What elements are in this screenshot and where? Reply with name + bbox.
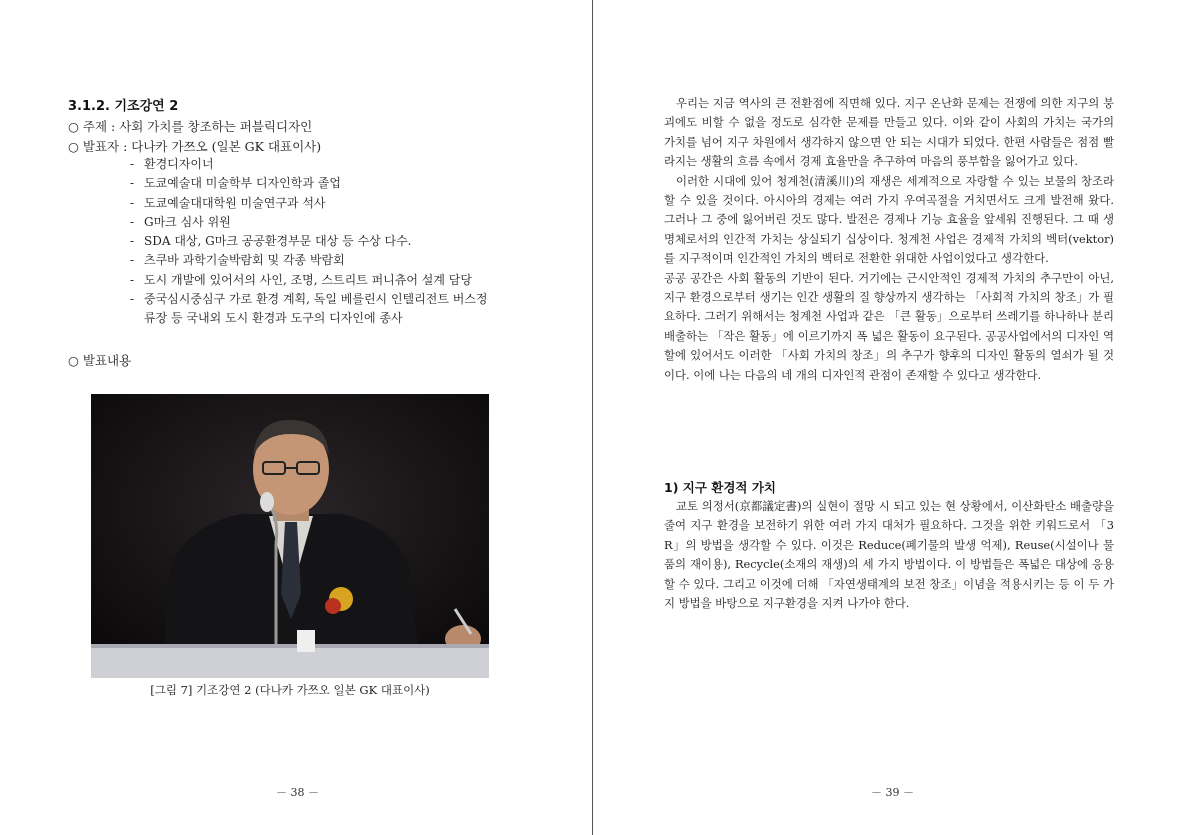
profile-item: - G마크 심사 위원 bbox=[130, 214, 231, 229]
body-text-block bbox=[664, 497, 1114, 613]
profile-item: - 중국심시중심구 가로 환경 계획, 독일 베를린시 인텔리전트 버스정 류장 등 국내외 도시 환경과 도구의 디자인에 종사 bbox=[130, 290, 530, 329]
profile-item: - 도시 개발에 있어서의 사인, 조명, 스트리트 퍼니츄어 설계 담당 bbox=[130, 272, 472, 287]
profile-item: - 츠쿠바 과학기술박람회 및 각종 박람회 bbox=[130, 253, 345, 268]
page-number: － 38 － bbox=[276, 786, 319, 799]
body-text-block bbox=[664, 94, 1114, 385]
profile-item: - 도쿄예술대대학원 미술연구과 석사 bbox=[130, 195, 326, 210]
profile-item: - 환경디자이너 bbox=[130, 157, 214, 171]
subheading: 1) 지구 환경적 가치 bbox=[664, 480, 776, 495]
topic-line: ○ 주제 : 사회 가치를 창조하는 퍼블릭디자인 bbox=[68, 119, 313, 134]
paragraph: 이러한 시대에 있어 청계천(清溪川)의 재생은 세계적으로 자랑할 수 있는 보물의 창조라 할 수 있을 것이다. 아시아의 경제는 여러 가지 우여곡절을 거치면서도 크게 발전해 왔다. 그러나 그 중에 잃어버린 것도 많다. 발전은 경제나 기능 효율을 앞세워 진행된다. 그 때 생명체로서의 인간적 가치는 상실되기 십상이다. 청계천 사업은 경제적 가치의 벡터(vektor)를 지구적이며 인간적인 가치의 벡터로 전환한 위대한 사업이었다고 생각한다. bbox=[664, 173, 1114, 266]
figure-caption: [그림 7] 기조강연 2 (다나카 가쯔오 일본 GK 대표이사) bbox=[150, 683, 430, 697]
speaker-photo-illustration bbox=[91, 394, 489, 678]
presenter-line: ○ 발표자 : 다나카 가쯔오 (일본 GK 대표이사) bbox=[68, 139, 322, 154]
right-page bbox=[593, 0, 1183, 835]
profile-item: - SDA 대상, G마크 공공환경부문 대상 등 수상 다수. bbox=[130, 234, 412, 249]
presentation-label: ○ 발표내용 bbox=[68, 353, 132, 368]
presenter-profile-list bbox=[130, 155, 530, 329]
profile-item-continuation: 류장 등 국내외 도시 환경과 도구의 디자인에 종사 bbox=[144, 311, 403, 326]
paragraph: 공공 공간은 사회 활동의 기반이 된다. 거기에는 근시안적인 경제적 가치의 추구만이 아닌, 지구 환경으로부터 생기는 인간 생활의 질 향상까지 생각하는 「사회적 가치의 창조」가 필요하다. 그러기 위해서는 청계천 사업과 같은 「큰 활동」으로부터 쓰레기를 하나하나 분리 배출하는 「작은 활동」에 이르기까지 폭 넓은 활동이 요구된다. 공공사업에서의 디자인 역할에 있어서도 이러한 「사회 가치의 창조」의 추구가 향후의 디자인 활동의 열쇠가 될 것이다. 이에 나는 다음의 네 개의 디자인적 관점이 존재할 수 있다고 생각한다. bbox=[664, 270, 1114, 382]
page-number: － 39 － bbox=[871, 786, 914, 799]
section-title: 3.1.2. 기조강연 2 bbox=[68, 99, 179, 114]
paragraph: 우리는 지금 역사의 큰 전환점에 직면해 있다. 지구 온난화 문제는 전쟁에 의한 지구의 붕괴에도 비할 수 없을 정도로 심각한 문제를 만들고 있다. 이와 같이 사회의 가치는 국가의 가치를 넘어 지구 차원에서 생각하지 않으면 안 되는 시대가 되었다. 한편 사람들은 점점 빨라지는 생활의 흐름 속에서 경제 효율만을 추구하여 마음의 풍부함을 잃어가고 있다. bbox=[664, 96, 1114, 169]
speaker-photo bbox=[91, 394, 489, 678]
paragraph: 교토 의정서(京都議定書)의 실현이 절망 시 되고 있는 현 상황에서, 이산화탄소 배출량을 줄여 지구 환경을 보전하기 위한 여러 가지 대처가 필요하다. 그것을 위한 키워드로서 「3 R」의 방법을 생각할 수 있다. 이것은 Reduce(폐기물의 발생 억제), Reuse(시설이나 물품의 재이용), Recycle(소재의 재생)의 세 가지 방법이다. 이 방법들은 폭넓은 대상에 응용할 수 있다. 그리고 이것에 더해 「자연생태계의 보전 창조」이념을 적용시키는 등 이 두 가지 방법을 바탕으로 지구환경을 지켜 나가야 한다. bbox=[664, 499, 1114, 611]
profile-item: - 도쿄예술대 미술학부 디자인학과 졸업 bbox=[130, 176, 341, 191]
